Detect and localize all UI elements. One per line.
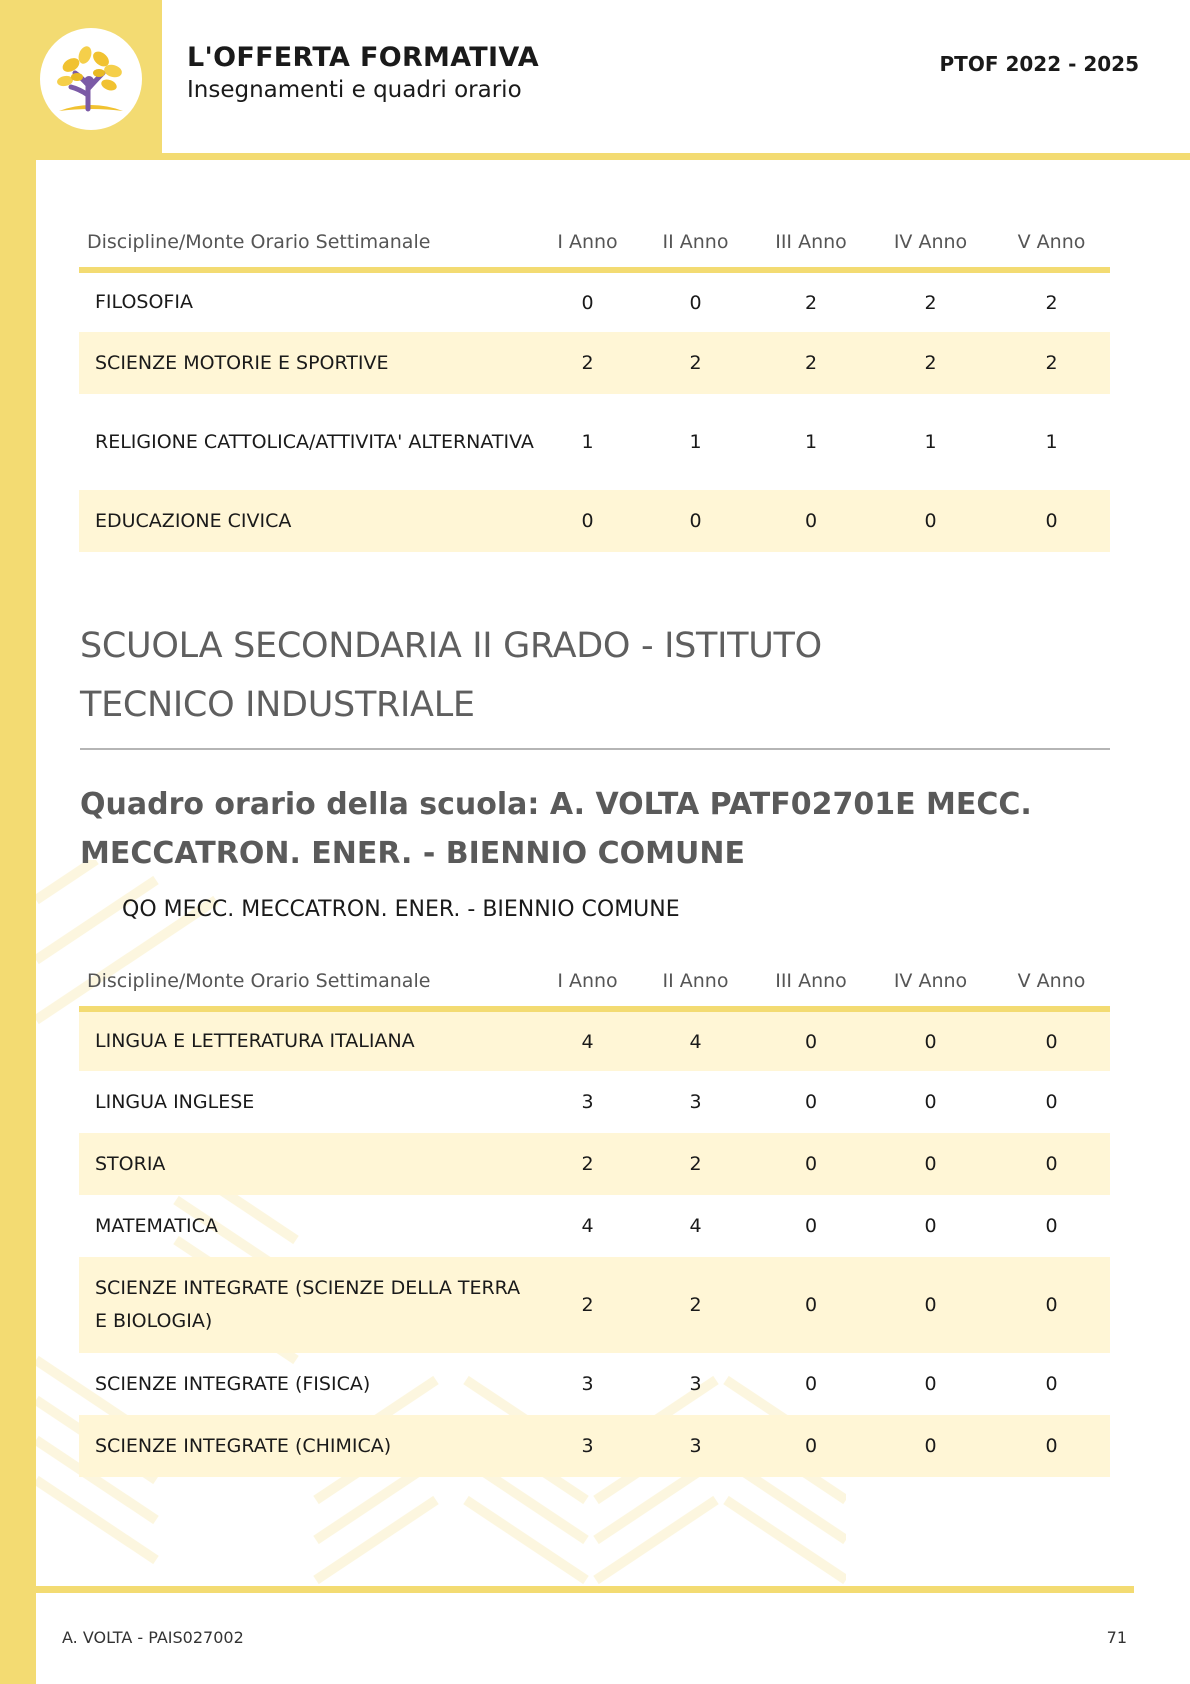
hours-cell: 1 [924, 431, 937, 453]
hours-cell: 0 [689, 291, 702, 314]
table-row [79, 1009, 1110, 1071]
discipline-cell: SCIENZE MOTORIE E SPORTIVE [79, 332, 538, 394]
hours-cell: 0 [754, 1257, 868, 1353]
column-header-discipline: Discipline/Monte Orario Settimanale [79, 216, 538, 270]
hours-cell: 0 [804, 1373, 818, 1395]
hours-cell: 2 [868, 332, 993, 394]
hours-cell: 3 [637, 1415, 754, 1477]
table-row [79, 1257, 1110, 1353]
hours-cell: 2 [993, 332, 1110, 394]
left-accent-band [0, 0, 36, 1684]
column-header-year-3: III Anno [754, 955, 868, 1009]
hours-cell: 0 [754, 1415, 868, 1477]
table-row [79, 490, 1110, 552]
column-header-year-4: IV Anno [868, 955, 993, 1009]
hours-cell: 0 [993, 1133, 1110, 1195]
hours-cell: 0 [868, 1009, 993, 1071]
hours-cell: 3 [689, 1373, 702, 1395]
hours-cell: 2 [754, 332, 868, 394]
table-row [79, 1071, 1110, 1133]
hours-cell: 4 [689, 1215, 702, 1237]
hours-cell: 3 [538, 1415, 637, 1477]
qo-label: QO MECC. MECCATRON. ENER. - BIENNIO COMUNE [122, 897, 680, 922]
hours-cell: 0 [993, 1415, 1110, 1477]
column-header-year-2: II Anno [637, 955, 754, 1009]
hours-cell: 2 [804, 291, 818, 314]
header-subtitle: Insegnamenti e quadri orario [187, 77, 522, 103]
hours-cell: 2 [1045, 291, 1058, 314]
header-divider [36, 153, 1190, 160]
hours-cell: 2 [924, 291, 937, 314]
table-header-row [79, 216, 1110, 270]
column-header-year-4: IV Anno [868, 216, 993, 270]
hours-cell: 2 [538, 1133, 637, 1195]
hours-cell: 1 [689, 431, 702, 453]
section-divider [80, 748, 1110, 750]
hours-cell: 2 [538, 1257, 637, 1353]
hours-cell: 0 [754, 1009, 868, 1071]
quadro-orario-title: Quadro orario della scuola: A. VOLTA PATF02701E MECC. MECCATRON. ENER. - BIENNIO COMUNE [80, 787, 1032, 871]
discipline-cell: RELIGIONE CATTOLICA/ATTIVITA' ALTERNATIVA [95, 430, 534, 453]
table-row [79, 1195, 1110, 1257]
hours-cell: 0 [754, 490, 868, 552]
hours-cell: 4 [538, 1009, 637, 1071]
hours-cell: 2 [637, 1133, 754, 1195]
hours-cell: 0 [754, 1133, 868, 1195]
hours-cell: 0 [1045, 1373, 1058, 1395]
hours-cell: 0 [581, 291, 594, 314]
hours-cell: 0 [868, 1415, 993, 1477]
hours-cell: 2 [538, 332, 637, 394]
hours-cell: 1 [1045, 431, 1058, 453]
schedule-table-2 [79, 955, 1110, 1477]
column-header-year-5: V Anno [993, 216, 1110, 270]
hours-cell: 2 [637, 1257, 754, 1353]
discipline-cell: SCIENZE INTEGRATE (CHIMICA) [79, 1415, 538, 1477]
table-row [79, 1415, 1110, 1477]
footer-school-code: A. VOLTA - PAIS027002 [62, 1628, 244, 1647]
hours-cell: 2 [637, 332, 754, 394]
discipline-cell: SCIENZE INTEGRATE (SCIENZE DELLA TERRA E BIOLOGIA) [79, 1257, 538, 1353]
hours-cell: 0 [804, 1091, 818, 1113]
hours-cell: 0 [924, 1373, 937, 1395]
hours-cell: 0 [924, 1215, 937, 1237]
column-header-year-1: I Anno [538, 216, 637, 270]
section-heading: SCUOLA SECONDARIA II GRADO - ISTITUTO TECNICO INDUSTRIALE [80, 626, 822, 725]
table-row [79, 332, 1110, 394]
tree-logo-icon [40, 28, 142, 130]
page-number: 71 [1106, 1628, 1127, 1647]
table-row [79, 270, 1110, 332]
hours-cell: 3 [581, 1091, 594, 1113]
hours-cell: 0 [804, 1215, 818, 1237]
discipline-cell: EDUCAZIONE CIVICA [79, 490, 538, 552]
column-header-year-3: III Anno [754, 216, 868, 270]
column-header-year-5: V Anno [993, 955, 1110, 1009]
discipline-cell: FILOSOFIA [95, 291, 193, 313]
hours-cell: 0 [868, 490, 993, 552]
footer-divider [36, 1586, 1134, 1593]
table-row [79, 1353, 1110, 1415]
hours-cell: 0 [1045, 1091, 1058, 1113]
table-row [79, 394, 1110, 490]
hours-cell: 3 [581, 1373, 594, 1395]
hours-cell: 0 [538, 490, 637, 552]
discipline-cell: SCIENZE INTEGRATE (FISICA) [95, 1372, 371, 1395]
hours-cell: 0 [868, 1257, 993, 1353]
hours-cell: 0 [637, 490, 754, 552]
discipline-cell: LINGUA E LETTERATURA ITALIANA [79, 1009, 538, 1071]
header-title: L'OFFERTA FORMATIVA [187, 42, 539, 73]
table-row [79, 1133, 1110, 1195]
column-header-year-2: II Anno [637, 216, 754, 270]
hours-cell: 4 [637, 1009, 754, 1071]
column-header-discipline: Discipline/Monte Orario Settimanale [79, 955, 538, 1009]
column-header-year-1: I Anno [538, 955, 637, 1009]
schedule-table-1 [79, 216, 1110, 552]
hours-cell: 0 [993, 1257, 1110, 1353]
ptof-label: PTOF 2022 - 2025 [939, 52, 1139, 76]
discipline-cell: STORIA [79, 1133, 538, 1195]
hours-cell: 1 [581, 431, 594, 453]
hours-cell: 1 [804, 431, 818, 453]
hours-cell: 0 [993, 490, 1110, 552]
table-header-row [79, 955, 1110, 1009]
hours-cell: 0 [1045, 1215, 1058, 1237]
discipline-cell: MATEMATICA [95, 1214, 218, 1237]
discipline-cell: LINGUA INGLESE [95, 1090, 255, 1113]
hours-cell: 4 [581, 1215, 594, 1237]
hours-cell: 3 [689, 1091, 702, 1113]
hours-cell: 0 [993, 1009, 1110, 1071]
hours-cell: 0 [868, 1133, 993, 1195]
hours-cell: 0 [924, 1091, 937, 1113]
